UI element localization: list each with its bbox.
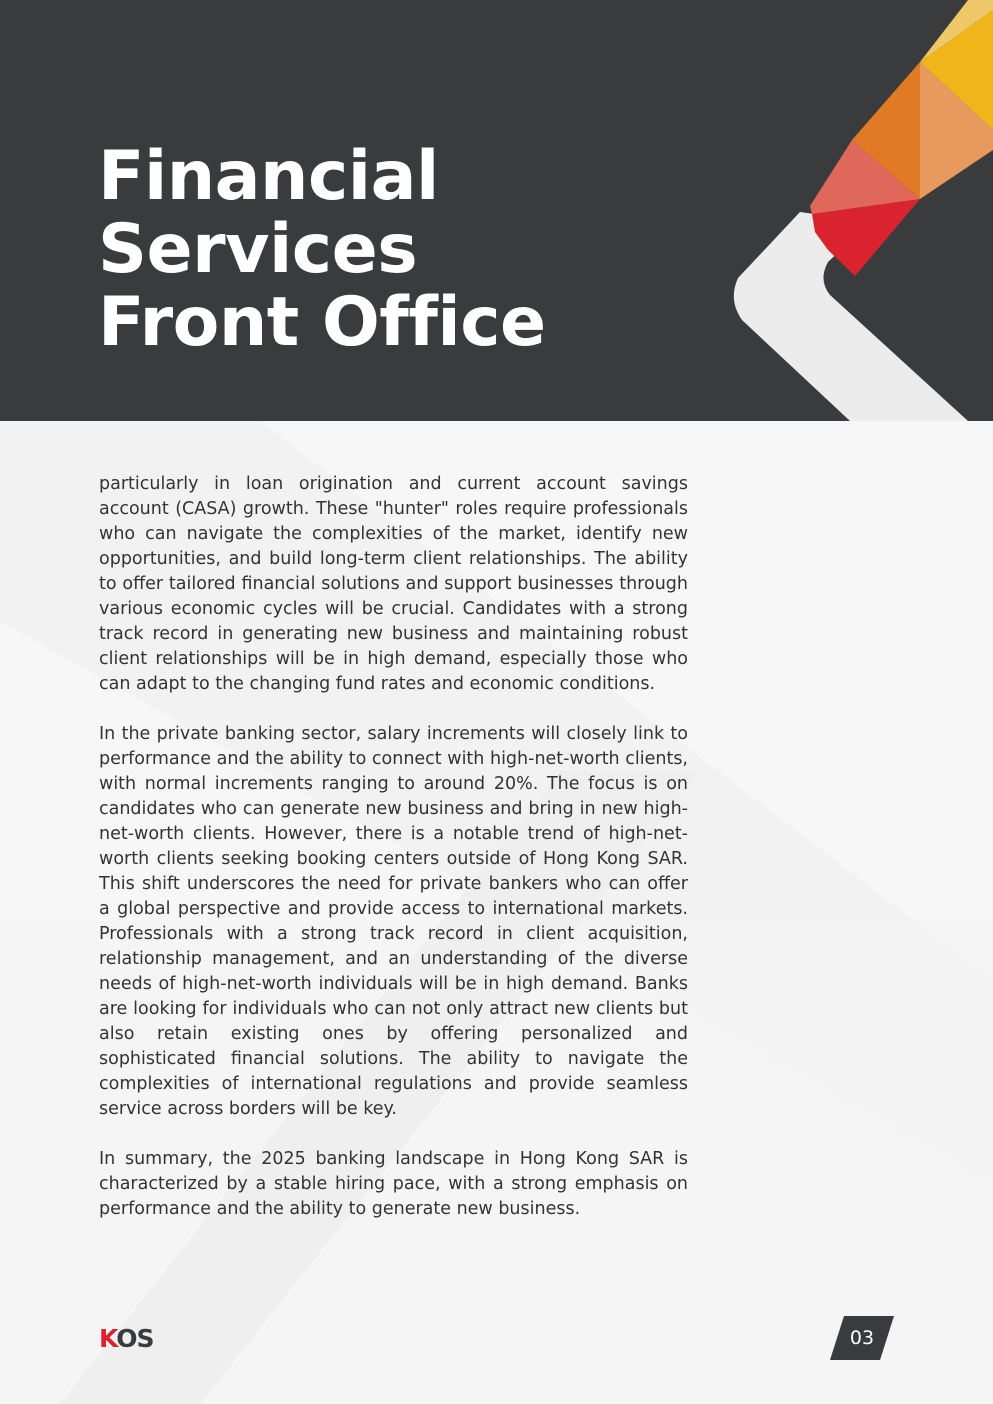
- page-number-badge: [830, 1316, 894, 1360]
- logo-letters-os: OS: [116, 1324, 154, 1353]
- body-paragraph: In summary, the 2025 banking landscape in Hong Kong SAR is characterized by a stable hiring pace, with a strong emphasis on performance and the ability to generate new business.: [99, 1149, 688, 1219]
- body-paragraph: particularly in loan origination and current account savings account (CASA) growth. These "hunter" roles require professionals who can navigate the complexities of the market, identify new opportunities, and build long-term client relationships. The ability to offer tailored financial solutions and support businesses through various economic cycles will be crucial. Candidates with a strong track record in generating new business and maintaining robust client relationships will be in high demand, especially those who can adapt to the changing fund rates and economic conditions.: [99, 474, 688, 694]
- page-title: [98, 137, 546, 362]
- logo-letter-k: K: [99, 1324, 117, 1353]
- title-line: Financial: [98, 137, 439, 216]
- title-line: Services: [98, 210, 418, 289]
- page-number: 03: [849, 1327, 875, 1349]
- title-line: Front Office: [98, 283, 546, 362]
- body-paragraph: In the private banking sector, salary increments will closely link to performance and the ability to connect with high-net-worth clients, with normal increments ranging to around 20%. The focus is on candidates who can generate new business and bring in new high-net-worth clients. However, there is a notable trend of high-net-worth clients seeking booking centers outside of Hong Kong SAR. This shift underscores the need for private bankers who can offer a global perspective and provide access to international markets. Professionals with a strong track record in client acquisition, relationship management, and an understanding of the diverse needs of high-net-worth individuals will be in high demand. Banks are looking for individuals who can not only attract new clients but also retain existing ones by offering personalized and sophisticated financial solutions. The ability to navigate the complexities of international regulations and provide seamless service across borders will be key.: [99, 724, 688, 1119]
- header-banner: [0, 0, 993, 421]
- kos-logo: [99, 1325, 154, 1353]
- article-body: [99, 472, 688, 1247]
